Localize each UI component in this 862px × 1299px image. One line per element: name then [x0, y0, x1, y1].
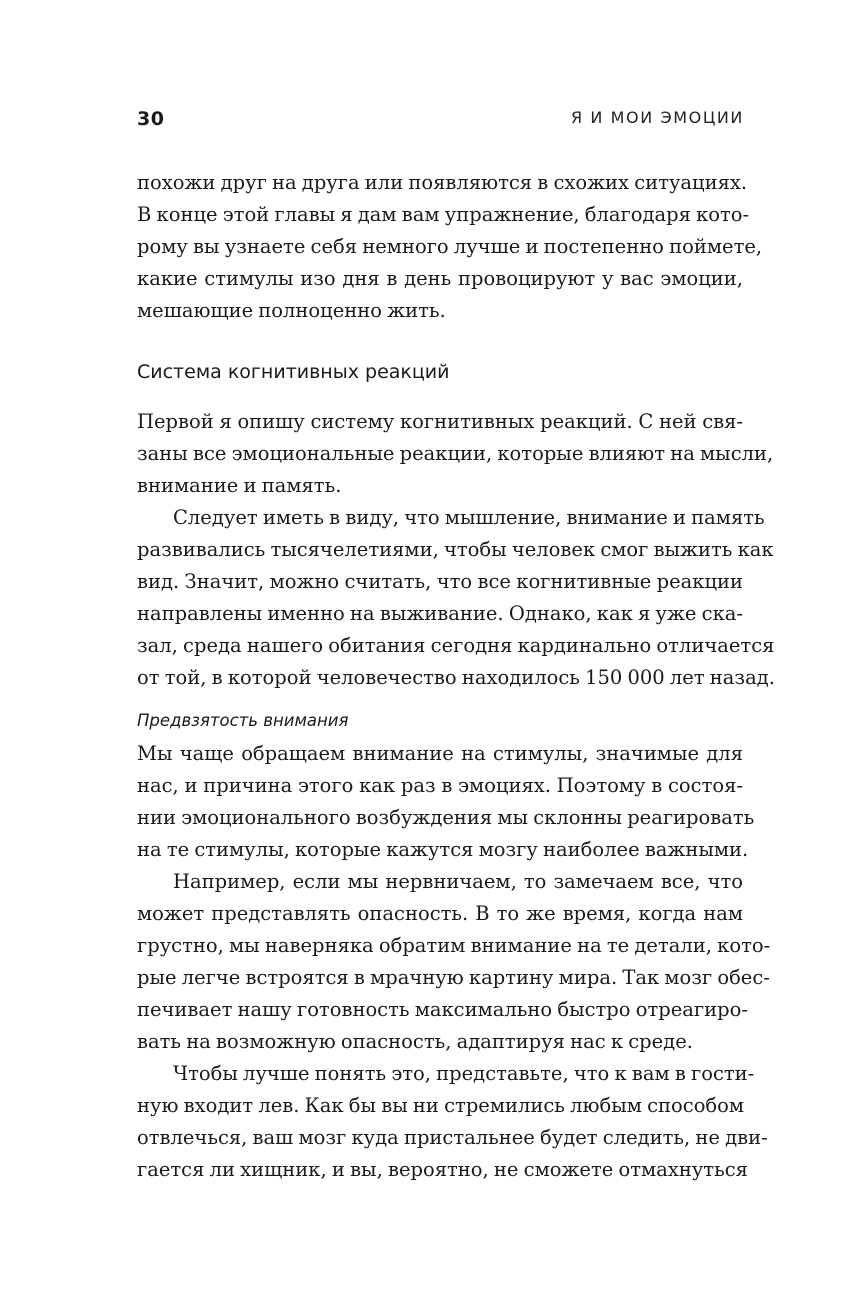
text-line: от той, в которой человечество находилось 150 000 лет назад.	[137, 666, 775, 689]
text-line: Например, если мы нервничаем, то замечаем все, что	[173, 870, 743, 893]
text-line: развивались тысячелетиями, чтобы человек смог выжить как	[137, 538, 774, 561]
text-line: гается ли хищник, и вы, вероятно, не сможете отмахнуться	[137, 1158, 748, 1181]
text-line: Чтобы лучше понять это, представьте, что к вам в гости-	[173, 1062, 755, 1085]
text-line: нии эмоционального возбуждения мы склонны реагировать	[137, 806, 755, 829]
running-head: Я И МОИ ЭМОЦИИ	[570, 108, 744, 127]
text-line: нас, и причина этого как раз в эмоциях. Поэтому в состоя-	[137, 774, 743, 797]
text-line: похожи друг на друга или появляются в схожих ситуациях.	[137, 171, 748, 194]
text-line: Следует иметь в виду, что мышление, внимание и память	[173, 506, 765, 529]
section-heading: Система когнитивных реакций	[137, 361, 450, 383]
text-line: на те стимулы, которые кажутся мозгу наиболее важными.	[137, 838, 749, 861]
text-line: ную входит лев. Как бы вы ни стремились любым способом	[137, 1094, 745, 1117]
text-line: вать на возможную опасность, адаптируя нас к среде.	[137, 1030, 693, 1053]
subheading: Предвзятость внимания	[137, 711, 349, 730]
text-line: Мы чаще обращаем внимание на стимулы, значимые для	[137, 742, 743, 765]
page-number: 30	[137, 108, 165, 130]
text-line: зал, среда нашего обитания сегодня кардинально отличается	[137, 634, 775, 657]
text-line: внимание и память.	[137, 474, 342, 497]
text-line: вид. Значит, можно считать, что все когнитивные реакции	[137, 570, 743, 593]
text-line: направлены именно на выживание. Однако, как я уже ска-	[137, 602, 743, 625]
text-line: отвлечься, ваш мозг куда пристальнее будет следить, не дви-	[137, 1126, 768, 1149]
text-line: мешающие полноценно жить.	[137, 299, 446, 322]
text-line: грустно, мы наверняка обратим внимание на те детали, кото-	[137, 934, 771, 957]
text-line: может представлять опасность. В то же время, когда нам	[137, 902, 743, 925]
text-line: печивает нашу готовность максимально быстро отреагиро-	[137, 998, 748, 1021]
text-line: Первой я опишу систему когнитивных реакций. С ней свя-	[137, 410, 743, 433]
text-line: В конце этой главы я дам вам упражнение, благодаря кото-	[137, 203, 750, 226]
text-line: рые легче встроятся в мрачную картину мира. Так мозг обес-	[137, 966, 770, 989]
text-line: заны все эмоциональные реакции, которые влияют на мысли,	[137, 442, 774, 465]
text-line: рому вы узнаете себя немного лучше и постепенно поймете,	[137, 235, 763, 258]
text-line: какие стимулы изо дня в день провоцируют у вас эмоции,	[137, 267, 743, 290]
